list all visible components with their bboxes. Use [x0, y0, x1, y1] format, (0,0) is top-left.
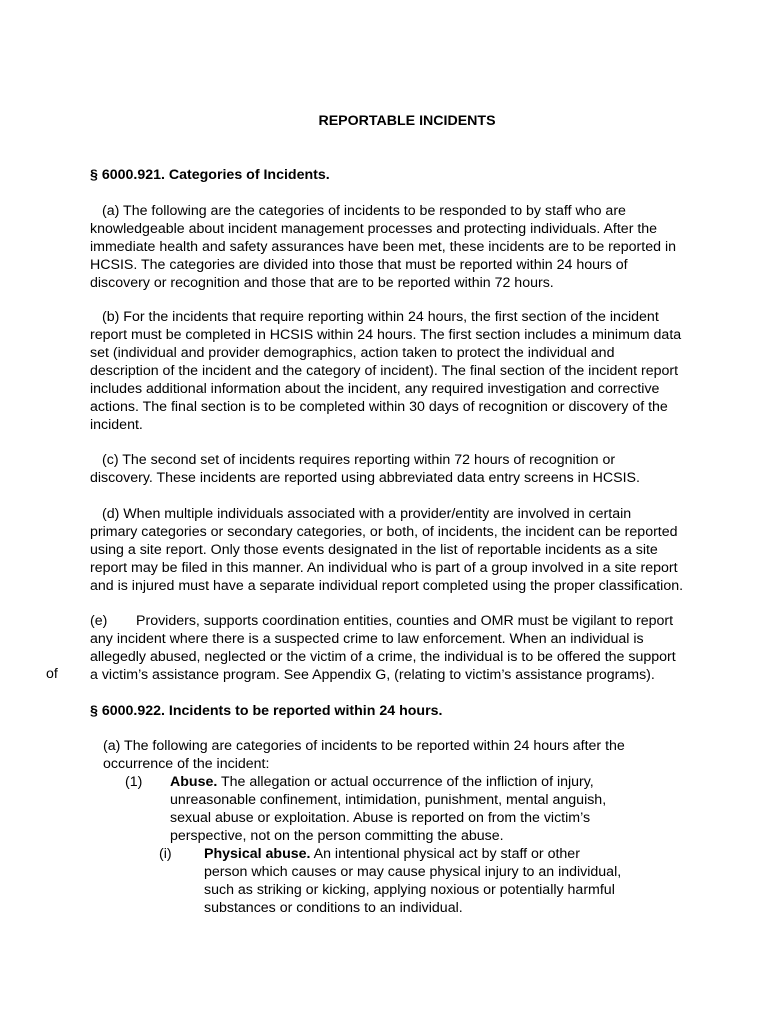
paragraph-d-line: primary categories or secondary categories, or both, of incidents, the incident can be reported — [90, 524, 678, 540]
paragraph-e-line: allegedly abused, neglected or the victim of a crime, the individual is to be offered the support — [90, 649, 676, 665]
list-item-1-line: perspective, not on the person committing the abuse. — [170, 828, 504, 844]
paragraph-e-first-line: Providers, supports coordination entities, counties and OMR must be vigilant to report — [136, 613, 674, 629]
paragraph-e-label: (e) — [90, 613, 108, 629]
list-item-1-i — [103, 845, 723, 863]
paragraph-b-line: (b) For the incidents that require reporting within 24 hours, the first section of the incident — [102, 309, 659, 325]
paragraph-e-line: any incident where there is a suspected crime to law enforcement. When an individual is — [90, 631, 644, 647]
paragraph-b-line: includes additional information about the incident, any required investigation and corrective — [90, 381, 660, 397]
paragraph-d-line: (d) When multiple individuals associated with a provider/entity are involved in certain — [102, 506, 632, 522]
paragraph-d-line: report may be filed in this manner. An individual who is part of a group involved in a site report — [90, 560, 678, 576]
paragraph-c-line: (c) The second set of incidents requires reporting within 72 hours of recognition or — [102, 452, 616, 468]
paragraph-a-line: HCSIS. The categories are divided into those that must be reported within 24 hours of — [90, 257, 628, 273]
list-item-1-i-term: Physical abuse. — [204, 846, 311, 862]
paragraph-b-line: report must be completed in HCSIS within 24 hours. The first section includes a minimum data — [90, 327, 682, 343]
paragraph-a-line: immediate health and safety assurances have been met, these incidents are to be reported in — [90, 239, 676, 255]
paragraph-e-line: a victim’s assistance program. See Appendix G, (relating to victim’s assistance programs). — [90, 667, 655, 683]
list-item-1-line: sexual abuse or exploitation. Abuse is reported on from the victim’s — [170, 810, 591, 826]
paragraph-b-line: actions. The final section is to be completed within 30 days of recognition or discovery of the — [90, 399, 668, 415]
document-title: REPORTABLE INCIDENTS — [318, 113, 496, 129]
list-item-1-i-text: An intentional physical act by staff or other — [310, 846, 580, 862]
list-item-1-text: The allegation or actual occurrence of the infliction of injury, — [217, 774, 594, 790]
section-921-heading: § 6000.921. Categories of Incidents. — [90, 167, 330, 183]
list-item-1 — [103, 773, 723, 791]
paragraph-c-line: discovery. These incidents are reported using abbreviated data entry screens in HCSIS. — [90, 470, 640, 486]
paragraph-b-line: incident. — [90, 417, 143, 433]
paragraph-a-line: (a) The following are the categories of incidents to be responded to by staff who are — [102, 203, 626, 219]
list-item-1-i-line: person which causes or may cause physical injury to an individual, — [204, 864, 622, 880]
paragraph-a-line: discovery or recognition and those that are to be reported within 72 hours. — [90, 275, 554, 291]
paragraph-d — [90, 505, 730, 595]
paragraph-b — [90, 308, 730, 434]
paragraph-a-line: knowledgeable about incident management processes and protecting individuals. After the — [90, 221, 658, 237]
list-item-1-term: Abuse. — [170, 774, 218, 790]
paragraph-b-line: description of the incident and the category of incident). The final section of the incident report — [90, 363, 679, 379]
list-item-1-i-line: such as striking or kicking, applying noxious or potentially harmful — [204, 882, 615, 898]
paragraph-b-line: set (individual and provider demographics, action taken to protect the individual and — [90, 345, 615, 361]
paragraph-c — [90, 451, 730, 487]
section-922-intro-line: (a) The following are categories of incidents to be reported within 24 hours after the — [103, 738, 625, 754]
list-item-1-number: (1) — [125, 774, 143, 790]
paragraph-a — [90, 202, 730, 292]
section-922-heading: § 6000.922. Incidents to be reported within 24 hours. — [90, 703, 443, 719]
section-922-intro-line: occurrence of the incident: — [103, 756, 270, 772]
paragraph-d-line: using a site report. Only those events designated in the list of reportable incidents as a site — [90, 542, 658, 558]
paragraph-e — [90, 612, 730, 684]
list-item-1-i-number: (i) — [159, 846, 172, 862]
paragraph-d-line: and is injured must have a separate individual report completed using the proper classification. — [90, 578, 684, 594]
stray-margin-word: of — [46, 666, 58, 682]
section-922-list — [103, 737, 723, 917]
list-item-1-i-line: substances or conditions to an individual. — [204, 900, 463, 916]
list-item-1-line: unreasonable confinement, intimidation, punishment, mental anguish, — [170, 792, 607, 808]
